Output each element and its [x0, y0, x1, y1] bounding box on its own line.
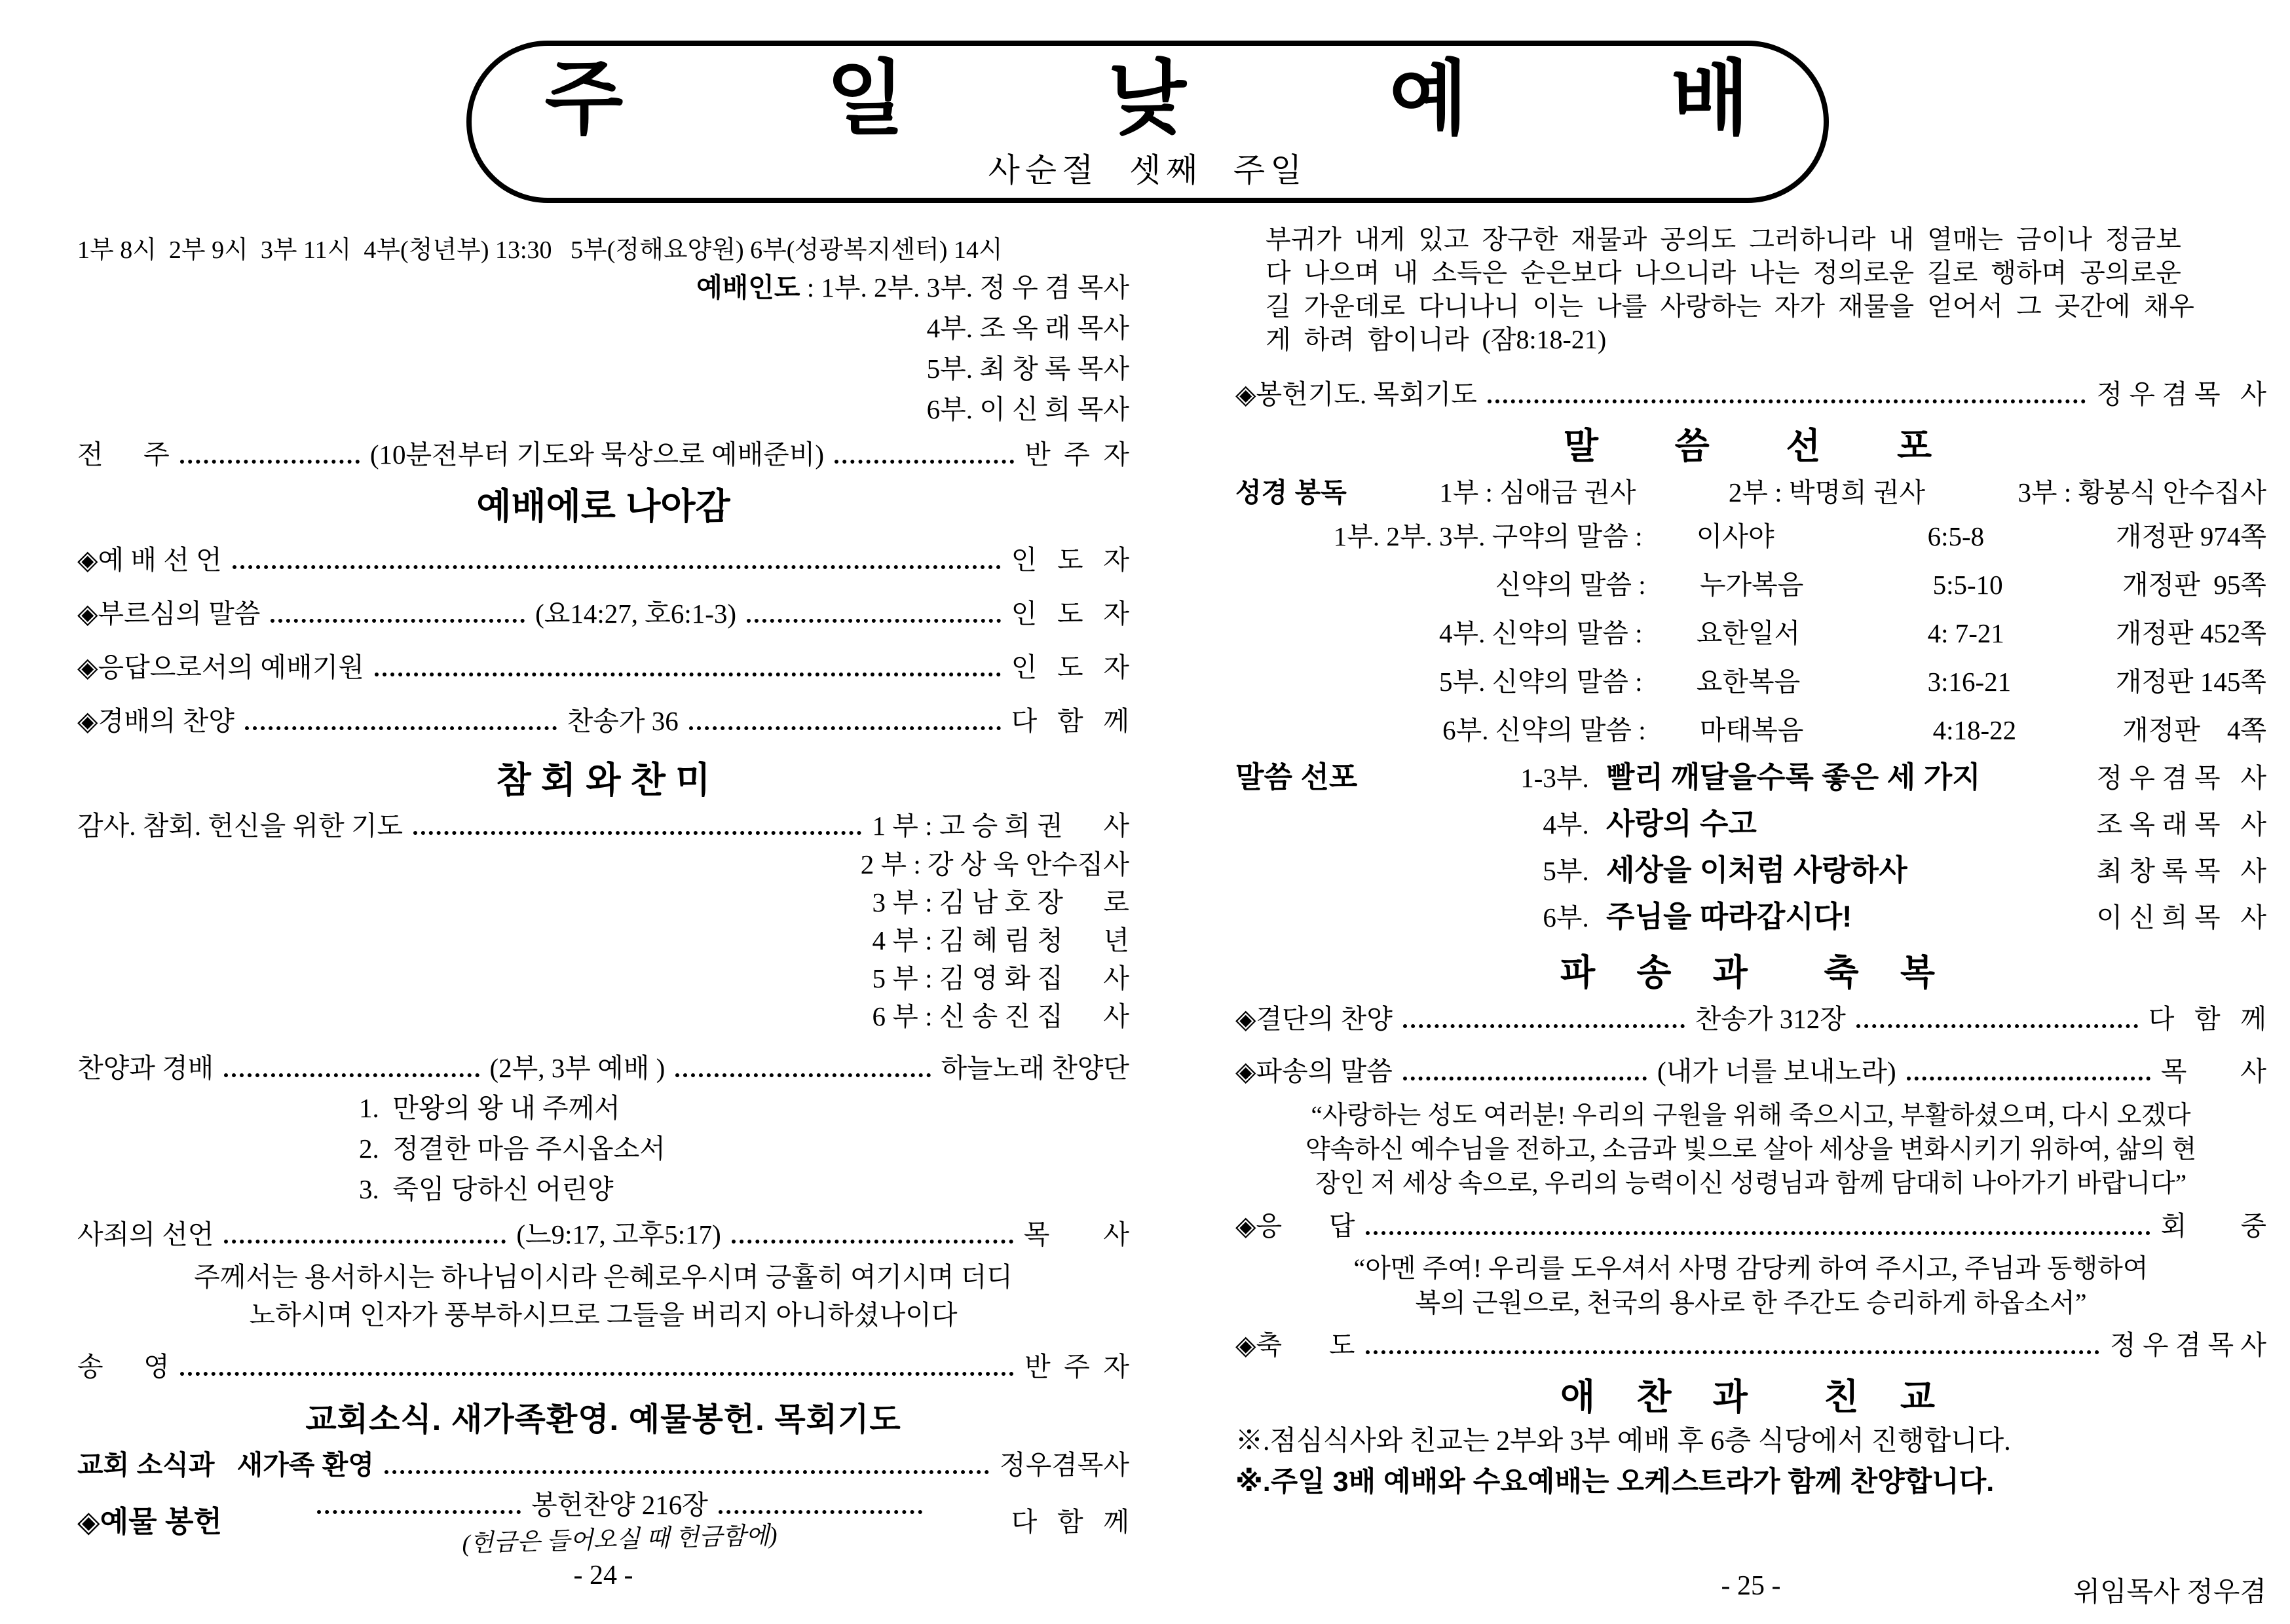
- text-line: 1부 8시 2부 9시 3부 11시 4부(청년부) 13:30 5부(정해요양원) 6부(성광복지센터) 14시: [77, 236, 1003, 264]
- row-text: 2부 : 박명희 권사: [1728, 477, 1926, 507]
- row-text: 4부. 조 옥 래 목사: [926, 313, 1129, 343]
- row-text: 정 우 겸 목 사: [2109, 1330, 2266, 1360]
- sermon-title: 빨리 깨달을수록 좋은 세 가지: [1606, 760, 1981, 794]
- row-text: 찬송가 312장: [1695, 1004, 1846, 1034]
- row-text: (10분전부터 기도와 묵상으로 예배준비): [369, 439, 825, 470]
- dotted-leader: [747, 614, 1001, 623]
- offering-hymn: 봉헌찬양 216장: [531, 1490, 708, 1520]
- row-text: ◈응 답: [1235, 1211, 1355, 1241]
- dotted-leader: [689, 721, 1001, 730]
- dotted-leader: [1366, 1345, 2099, 1354]
- offering-row: [77, 1487, 1129, 1556]
- section-heading: 교회소식. 새가족환영. 예물봉헌. 목회기도: [305, 1402, 901, 1437]
- liturgy-row: [77, 1048, 1129, 1088]
- scripture-book: 마태복음: [1699, 715, 1804, 745]
- sermon-preacher: 정 우 겸 목 사: [2096, 763, 2266, 793]
- row-text: (2부, 3부 예배 ): [489, 1053, 666, 1083]
- row-text: 인 도 자: [1011, 652, 1129, 682]
- liturgy-row: [77, 883, 1129, 921]
- row-text: 목 사: [1023, 1219, 1130, 1249]
- dotted-leader: [224, 1234, 506, 1244]
- row-text: (내가 너를 보내노라): [1657, 1056, 1896, 1086]
- section-heading: 애 찬 과 친 교: [1560, 1376, 1942, 1417]
- offering-response: 다 함 께: [1011, 1506, 1129, 1537]
- dotted-leader: [224, 1068, 479, 1077]
- row-text: 다 함 께: [2148, 1004, 2267, 1034]
- scripture-row: [1235, 609, 2266, 657]
- row-text: 정우겸목사: [999, 1450, 1129, 1480]
- scripture-label: 5부. 신약의 말씀 :: [1439, 667, 1649, 697]
- dotted-leader: [1403, 1019, 1685, 1028]
- sermon-part: 1-3부.: [1520, 763, 1596, 793]
- sermon-row: [1235, 894, 2266, 940]
- page-subtitle: 사순절 셋째 주일: [988, 152, 1307, 189]
- text-line: 주께서는 용서하시는 하나님이시라 은혜로우시며 긍휼히 여기시며 더디: [194, 1262, 1013, 1292]
- scripture-page: 개정판 974쪽: [2115, 521, 2266, 551]
- sermon-title: 주님을 따라갑시다!: [1606, 900, 1852, 933]
- dotted-leader: [1907, 1071, 2150, 1080]
- dotted-leader: [1403, 1071, 1647, 1080]
- scripture-row: [1235, 706, 2266, 754]
- row-text: 사죄의 선언: [77, 1219, 214, 1249]
- scripture-label: 4부. 신약의 말씀 :: [1439, 618, 1649, 648]
- page-number-right: - 25 -: [1721, 1571, 1781, 1601]
- scripture-book: 요한일서: [1696, 618, 1801, 648]
- row-text: ◈예 배 선 언: [77, 545, 222, 575]
- row-text: (느9:17, 고후5:17): [516, 1219, 721, 1249]
- scripture-verse: 3:16-21: [1927, 667, 2012, 697]
- page-footer-right: [1235, 1570, 2266, 1608]
- row-text: 6 부 : 신 송 진 집 사: [872, 1001, 1129, 1031]
- row-text: 2 부 : 강 상 욱 안수집사: [860, 849, 1129, 879]
- row-text: 하늘노래 찬양단: [941, 1053, 1130, 1083]
- liturgy-row: [77, 845, 1129, 883]
- offering-handwritten-note: (헌금은 들어오실 때 헌금함에): [461, 1522, 778, 1558]
- text-line: 게 하려 함이니라 (잠8:18-21): [1266, 325, 1607, 354]
- row-text: 다 함 께: [1011, 706, 1129, 736]
- row-text: ◈부르심의 말씀: [77, 599, 261, 629]
- sermon-preacher: 이 신 희 목 사: [2096, 902, 2266, 932]
- sermon-row: [1235, 847, 2266, 894]
- sermon-title: 세상을 이처럼 사랑하사: [1606, 853, 1907, 887]
- row-text: 새가족 환영: [214, 1450, 375, 1480]
- row-text: 교회 소식과: [77, 1450, 215, 1480]
- liturgy-row: [77, 267, 1129, 308]
- dotted-leader: [180, 1367, 1014, 1376]
- sermon-label: 말씀 선포: [1235, 760, 1358, 794]
- text-block: [77, 1258, 1129, 1334]
- scripture-verse: 5:5-10: [1932, 570, 2003, 600]
- section-heading: 참 회 와 찬 미: [496, 760, 711, 800]
- title-box: [466, 41, 1829, 203]
- scripture-row: [1235, 561, 2266, 609]
- sermon-part: 5부.: [1543, 856, 1596, 886]
- sermon-part: 6부.: [1543, 902, 1596, 932]
- liturgy-row: [77, 348, 1129, 389]
- text-line: 장인 저 세상 속으로, 우리의 능력이신 성령님과 함께 담대히 나아가기 바랍니다”: [1315, 1170, 2187, 1198]
- offering-label: ◈예물 봉헌: [77, 1504, 222, 1538]
- dotted-leader: [413, 826, 861, 835]
- liturgy-row: [1235, 999, 2266, 1039]
- dotted-leader: [375, 667, 1001, 676]
- row-text: 3부 : 황봉식 안수집사: [2018, 477, 2267, 507]
- text-block: [1235, 223, 2266, 356]
- page-title: 주 일 낮 예 배: [544, 54, 1751, 144]
- row-text: 1 부 : 고 승 희 권 사: [872, 811, 1129, 841]
- dotted-leader: [719, 1505, 922, 1514]
- row-text: 예배인도: [696, 272, 800, 303]
- text-line: “아멘 주여! 우리를 도우셔서 사명 감당케 하여 주시고, 주님과 동행하여: [1353, 1253, 2149, 1283]
- row-text: 목 사: [2160, 1056, 2266, 1086]
- row-text: 4 부 : 김 혜 림 청 년: [872, 925, 1129, 955]
- dotted-leader: [732, 1234, 1013, 1244]
- page-25-column: [1235, 223, 2266, 1500]
- text-line: 약속하신 예수님을 전하고, 소금과 빛으로 살아 세상을 변화시키기 위하여, 삶의 현: [1305, 1135, 2197, 1164]
- scripture-verse: 4:18-22: [1932, 715, 2017, 745]
- row-text: 반 주 자: [1024, 439, 1130, 470]
- row-text: ◈파송의 말씀: [1235, 1056, 1393, 1086]
- row-text: 인 도 자: [1011, 545, 1129, 575]
- sermon-row: [1235, 754, 2266, 801]
- offering-center: [307, 1487, 933, 1556]
- row-text: ◈축 도: [1235, 1330, 1355, 1360]
- dotted-leader: [1488, 394, 2086, 403]
- scripture-row: [1235, 657, 2266, 706]
- page-24-column: [77, 233, 1129, 1556]
- dotted-leader: [835, 454, 1014, 464]
- row-text: 5부. 최 창 록 목사: [926, 354, 1129, 384]
- row-text: 감사. 참회. 헌신을 위한 기도: [77, 811, 404, 841]
- liturgy-row: [1235, 1052, 2266, 1091]
- row-text: 찬양과 경배: [77, 1053, 214, 1083]
- text-line: ※.점심식사와 친교는 2부와 3부 예배 후 6층 식당에서 진행합니다.: [1235, 1426, 2011, 1456]
- liturgy-row: [1235, 375, 2266, 414]
- scripture-page: 개정판 145쪽: [2115, 667, 2266, 697]
- text-line: 2. 정결한 마음 주시옵소서: [359, 1134, 666, 1164]
- liturgy-row: [1235, 1325, 2266, 1365]
- scripture-label: 6부. 신약의 말씀 :: [1442, 715, 1653, 745]
- liturgy-row: [77, 1445, 1129, 1485]
- section-heading: 말 씀 선 포: [1563, 426, 1939, 466]
- text-line: 다 나으며 내 소득은 순은보다 나으니라 나는 정의로운 길로 행하며 공의로운: [1266, 258, 2181, 287]
- section-heading: 파 송 과 축 복: [1560, 952, 1942, 993]
- section-heading: 예배에로 나아감: [476, 486, 730, 526]
- text-block: [359, 1088, 1129, 1209]
- row-text: 성경 봉독: [1235, 477, 1347, 507]
- row-text: ◈경배의 찬양: [77, 706, 235, 736]
- scripture-book: 누가복음: [1699, 570, 1804, 600]
- sermon-preacher: 조 옥 래 목 사: [2096, 809, 2266, 840]
- dotted-leader: [233, 560, 1001, 569]
- pastor-signature: 위임목사 정우겸: [2073, 1578, 2266, 1608]
- text-line: 3. 죽임 당하신 어린양: [359, 1174, 614, 1204]
- liturgy-row: [77, 694, 1129, 748]
- dotted-leader: [317, 1505, 521, 1514]
- scripture-book: 요한복음: [1696, 667, 1801, 697]
- liturgy-row: [77, 959, 1129, 997]
- liturgy-row: [77, 1215, 1129, 1254]
- page-number-left: - 24 -: [573, 1560, 633, 1591]
- liturgy-row: [77, 640, 1129, 694]
- scripture-verse: 6:5-8: [1927, 521, 1985, 551]
- sermon-preacher: 최 창 록 목 사: [2096, 856, 2266, 886]
- liturgy-row: [1235, 473, 2266, 512]
- dotted-leader: [675, 1068, 930, 1077]
- liturgy-row: [77, 308, 1129, 348]
- row-text: : 1부. 2부. 3부. 정 우 겸 목사: [800, 272, 1129, 303]
- row-text: 6부. 이 신 희 목사: [926, 394, 1129, 424]
- sermon-title: 사랑의 수고: [1606, 807, 1757, 840]
- scripture-page: 개정판 95쪽: [2122, 570, 2266, 600]
- scripture-verse: 4: 7-21: [1927, 618, 2004, 648]
- row-text: 1부 : 심애금 권사: [1439, 477, 1636, 507]
- scripture-page: 개정판 452쪽: [2115, 618, 2266, 648]
- dotted-leader: [1366, 1226, 2150, 1235]
- row-text: (요14:27, 호6:1-3): [535, 599, 737, 629]
- dotted-leader: [245, 721, 557, 730]
- liturgy-row: [77, 997, 1129, 1035]
- scripture-book: 이사야: [1696, 521, 1774, 551]
- row-text: 반 주 자: [1024, 1352, 1129, 1382]
- text-line: ※.주일 3배 예배와 수요예배는 오케스트라가 함께 찬양합니다.: [1235, 1466, 1995, 1498]
- text-line: 부귀가 내게 있고 장구한 재물과 공의도 그러하니라 내 열매는 금이나 정금보: [1266, 225, 2181, 254]
- text-line: 1. 만왕의 왕 내 주께서: [359, 1093, 620, 1123]
- liturgy-row: [77, 435, 1129, 474]
- row-text: ◈응답으로서의 예배기원: [77, 652, 364, 682]
- text-block: [1235, 1099, 2266, 1201]
- row-text: 3 부 : 김 남 호 장 로: [872, 887, 1129, 917]
- row-text: 정 우 겸 목 사: [2096, 379, 2266, 409]
- row-text: ◈봉헌기도. 목회기도: [1235, 379, 1477, 409]
- liturgy-row: [1235, 1206, 2266, 1246]
- sermon-part: 4부.: [1543, 809, 1596, 840]
- dotted-leader: [1856, 1019, 2138, 1028]
- scripture-label: 신약의 말씀 :: [1495, 570, 1653, 600]
- text-line: 노하시며 인자가 풍부하시므로 그들을 버리지 아니하셨나이다: [249, 1300, 958, 1330]
- scripture-label: 1부. 2부. 3부. 구약의 말씀 :: [1333, 521, 1649, 551]
- text-line: 복의 근원으로, 천국의 용사로 한 주간도 승리하게 하옵소서”: [1415, 1288, 2087, 1318]
- dotted-leader: [271, 614, 525, 623]
- row-text: 송 영: [77, 1352, 170, 1382]
- row-text: 찬송가 36: [567, 706, 679, 736]
- liturgy-row: [77, 1347, 1129, 1386]
- liturgy-row: [77, 587, 1129, 640]
- text-line: “사랑하는 성도 여러분! 우리의 구원을 위해 죽으시고, 부활하셨으며, 다시 오겠다: [1311, 1101, 2191, 1130]
- scripture-row: [1235, 512, 2266, 561]
- row-text: 인 도 자: [1011, 599, 1129, 629]
- liturgy-row: [77, 533, 1129, 587]
- row-text: ◈결단의 찬양: [1235, 1004, 1393, 1034]
- text-line: 길 가운데로 다니나니 이는 나를 사랑하는 자가 재물을 얻어서 그 곳간에 채우: [1266, 291, 2194, 321]
- row-text: 전 주: [77, 439, 170, 470]
- scripture-page: 개정판 4쪽: [2122, 715, 2266, 745]
- text-block: [1235, 1251, 2266, 1320]
- sermon-row: [1235, 801, 2266, 847]
- dotted-leader: [385, 1465, 989, 1474]
- liturgy-row: [77, 807, 1129, 845]
- row-text: 5 부 : 김 영 화 집 사: [872, 963, 1129, 993]
- row-text: 회 중: [2160, 1211, 2266, 1241]
- liturgy-row: [77, 389, 1129, 430]
- dotted-leader: [180, 454, 360, 464]
- liturgy-row: [77, 921, 1129, 959]
